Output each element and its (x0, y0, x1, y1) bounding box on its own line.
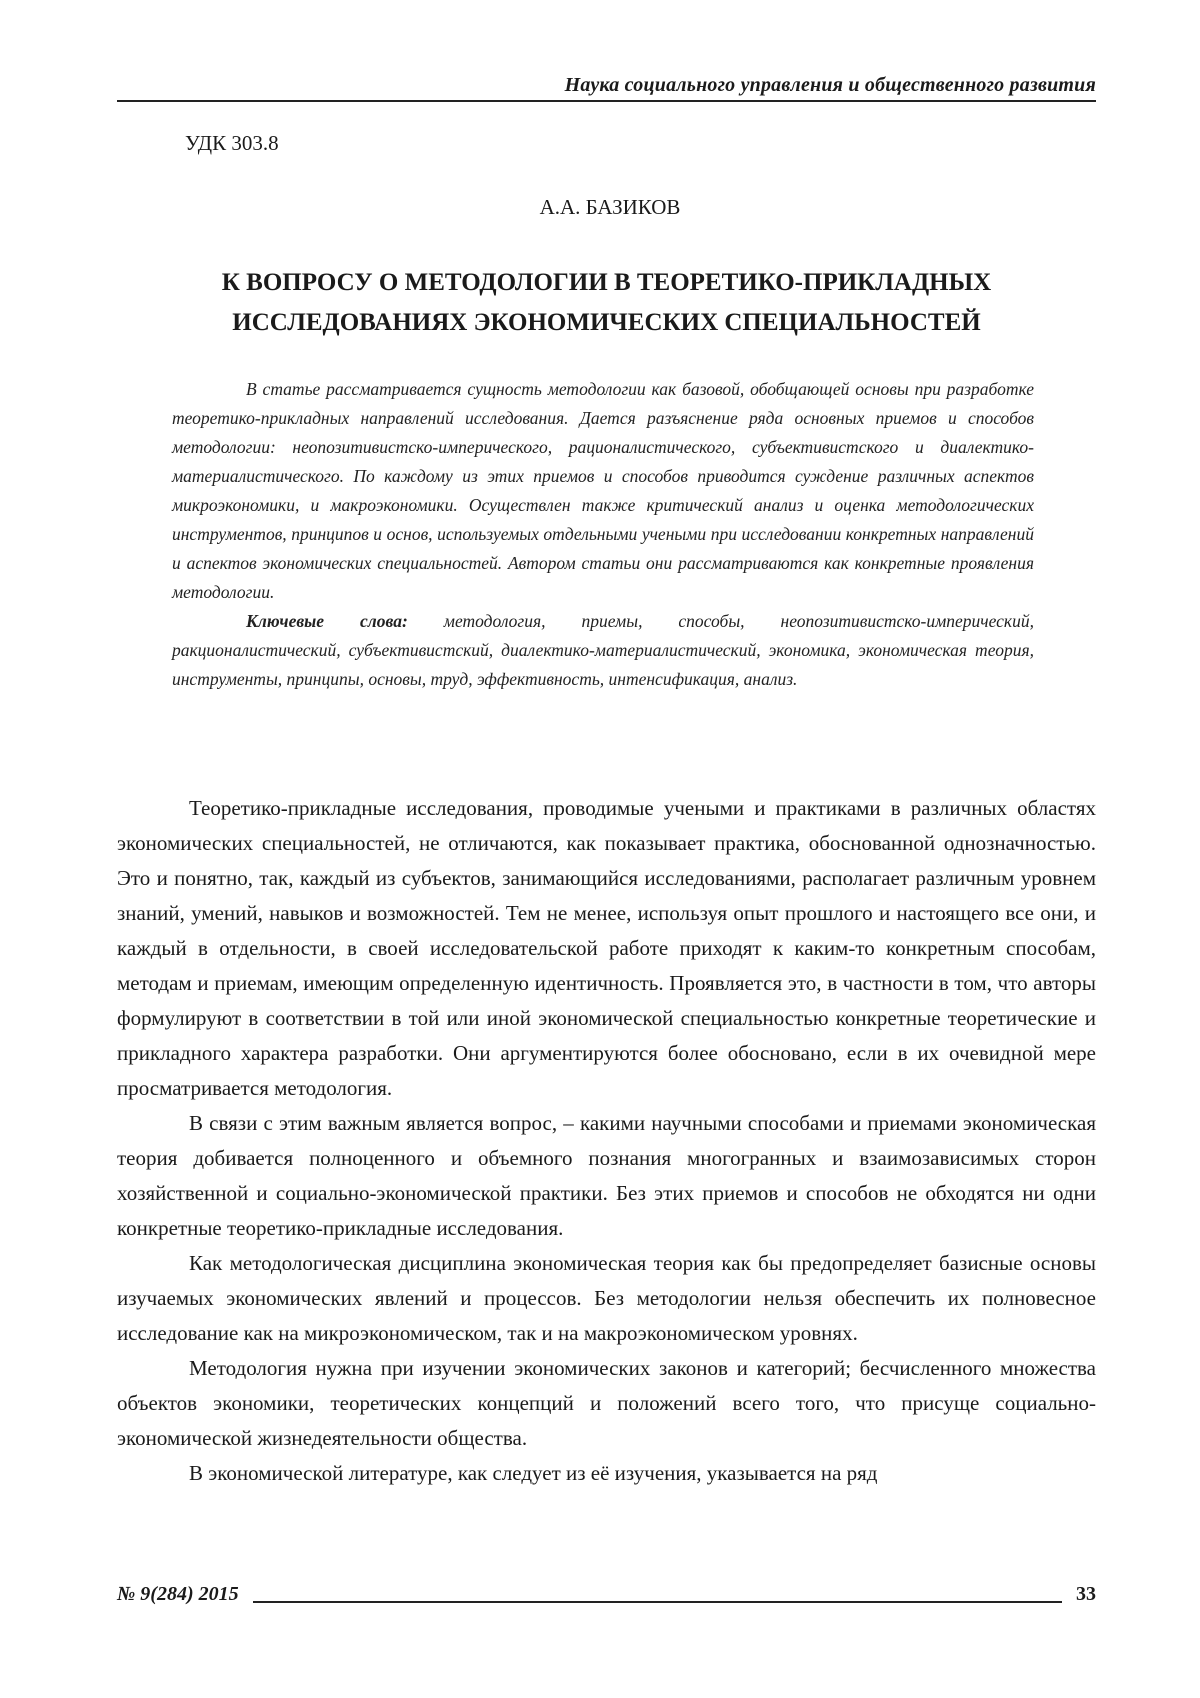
abstract-text: В статье рассматривается сущность методологии как базовой, обобщающей основы при разработке теоретико-прикладных направлений исследования. Дается разъяснение ряда основных приемов и способов методологии: неопозитивистско-имперического, рационалистического, субъективистского и диалектико-материалистического. По каждому из этих приемов и способов приводится суждение различных аспектов микроэкономики, и макроэкономики. Осуществлен также критический анализ и оценка методологических инструментов, принципов и основ, используемых отдельными учеными при исследовании конкретных направлений и аспектов экономических специальностей. Автором статьи они рассматриваются как конкретные проявления методологии. (172, 375, 1034, 607)
udk-code: УДК 303.8 (185, 128, 279, 158)
article-abstract (172, 375, 1034, 694)
journal-header (117, 72, 1096, 102)
article-title-line-2: ИССЛЕДОВАНИЯХ ЭКОНОМИЧЕСКИХ СПЕЦИАЛЬНОСТЕЙ (117, 303, 1096, 343)
body-paragraph: Методология нужна при изучении экономических законов и категорий; бесчисленного множества объектов экономики, теоретических концепций и положений всего того, что присуще социально-экономической жизнедеятельности общества. (117, 1351, 1096, 1456)
keywords-list: методология, приемы, способы, неопозитивистско-имперический, ракционалистический, субъективистский, диалектико-материалистический, экономика, экономическая теория, инструменты, принципы, основы, труд, эффективность, интенсификация, анализ. (172, 611, 1034, 689)
article-body (117, 791, 1096, 1491)
body-paragraph: Теоретико-прикладные исследования, проводимые учеными и практиками в различных областях экономических специальностей, не отличаются, как показывает практика, обоснованной однозначностью. Это и понятно, так, каждый из субъектов, занимающийся исследованиями, располагает различным уровнем знаний, умений, навыков и возможностей. Тем не менее, используя опыт прошлого и настоящего все они, и каждый в отдельности, в своей исследовательской работе приходят к каким-то конкретным способам, методам и приемам, имеющим определенную идентичность. Проявляется это, в частности в том, что авторы формулируют в соответствии в той или иной экономической специальностью конкретные теоретические и прикладного характера разработки. Они аргументируются более обосновано, если в их очевидной мере просматривается методология. (117, 791, 1096, 1106)
keywords (172, 607, 1034, 694)
article-title (117, 263, 1096, 343)
article-author: А.А. БАЗИКОВ (0, 192, 1200, 222)
journal-title: Наука социального управления и общественного развития (565, 74, 1096, 96)
page-number: 33 (1076, 1583, 1096, 1606)
body-paragraph: В экономической литературе, как следует из её изучения, указывается на ряд (117, 1456, 1096, 1491)
body-paragraph: В связи с этим важным является вопрос, – какими научными способами и приемами экономическая теория добивается полноценного и объемного познания многогранных и взаимозависимых сторон хозяйственной и социально-экономической практики. Без этих приемов и способов не обходятся ни одни конкретные теоретико-прикладные исследования. (117, 1106, 1096, 1246)
article-title-line-1: К ВОПРОСУ О МЕТОДОЛОГИИ В ТЕОРЕТИКО-ПРИКЛАДНЫХ (117, 263, 1096, 303)
page-footer (117, 1578, 1096, 1610)
body-paragraph: Как методологическая дисциплина экономическая теория как бы предопределяет базисные основы изучаемых экономических явлений и процессов. Без методологии нельзя обеспечить их полновесное исследование как на микроэкономическом, так и на макроэкономическом уровнях. (117, 1246, 1096, 1351)
issue-number: № 9(284) 2015 (117, 1583, 239, 1606)
keywords-label: Ключевые слова: (246, 611, 408, 631)
footer-rule (253, 1585, 1062, 1603)
